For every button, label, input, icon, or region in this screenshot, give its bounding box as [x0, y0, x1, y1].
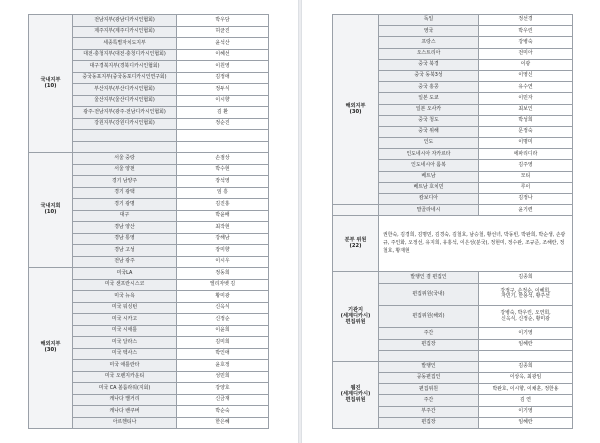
branch-cell: 중국동포지부(중국동포디카시인연구회) [73, 72, 177, 84]
branch-cell: 미국 샌프란시스코 [73, 279, 177, 291]
person-name-cell: 장석영 [177, 176, 269, 188]
person-name-cell: 성민희 [177, 371, 269, 383]
table-row [333, 15, 573, 26]
person-name-cell: 임 흥 [177, 187, 269, 199]
branch-cell: 제주지부(제주디카시인협회) [73, 26, 177, 38]
person-name-cell: 이기영 [479, 328, 573, 339]
person-name-cell [479, 350, 573, 361]
branch-cell: 미국 CA 볼룸라워(지회) [73, 383, 177, 395]
person-name-cell: 박수현 [177, 164, 269, 176]
person-name-cell: 박성희 [479, 115, 573, 126]
person-name-cell: 김 연 [479, 395, 573, 406]
branch-cell: 경기 광명 [73, 199, 177, 211]
table-row [333, 216, 573, 272]
table-row [29, 15, 269, 27]
person-name-cell: 김미희 [177, 337, 269, 349]
person-name-cell: 에파리디라 [479, 149, 573, 160]
person-name-cell [177, 130, 269, 142]
person-name-cell: 박완호, 이시향, 이채훈, 정한용 [479, 384, 573, 395]
branch-cell: 편집장 [379, 339, 479, 350]
left-page [0, 0, 298, 443]
branch-cell: 오스트리아 [379, 48, 479, 59]
branch-cell: 인도 [379, 138, 479, 149]
branch-cell: 미국 시카고 [73, 314, 177, 326]
branch-cell: 경기 남양주 [73, 176, 177, 188]
branch-cell: 세종특별자치도지부 [73, 38, 177, 50]
branch-cell: 강원지부(강원디카시인협회) [73, 118, 177, 130]
branch-cell: 서울 양천 [73, 164, 177, 176]
person-name-cell: 정두식 [177, 84, 269, 96]
person-name-cell: 모티 [479, 171, 573, 182]
person-name-cell: 박우린 [479, 26, 573, 37]
branch-cell: 편집위원(해외) [379, 305, 479, 327]
right-page [302, 0, 600, 443]
person-name-cell: 이민자 [479, 93, 573, 104]
person-name-cell: 김주영 [479, 160, 573, 171]
branch-cell: 울산지부(울산디카시인협회) [73, 95, 177, 107]
person-name-cell: 윤호정 [177, 360, 269, 372]
branch-cell: 인도네시아 롬복 [379, 160, 479, 171]
branch-cell: 말골라네시 [379, 205, 479, 216]
table-row [29, 153, 269, 165]
branch-cell: 미국 뉴욕 [73, 291, 177, 303]
person-name-cell: 강해남 [177, 233, 269, 245]
person-name-cell: 이윤희 [177, 325, 269, 337]
branch-cell: 중국 청도 [379, 115, 479, 126]
branch-cell: 경남 통영 [73, 233, 177, 245]
person-name-cell: 강병숙 [479, 37, 573, 48]
branch-cell: 중국 동북3성 [379, 70, 479, 81]
person-name-cell: 장미향 [177, 245, 269, 257]
person-name-cell: 박인애 [177, 348, 269, 360]
person-name-cell: 이시우 [177, 256, 269, 268]
branch-cell: 부산지부(부산디카시인협회) [73, 84, 177, 96]
branch-cell: 전남지부(광남디카시인협회) [73, 15, 177, 27]
person-name-cell: 전미아 [479, 48, 573, 59]
branch-cell [379, 350, 479, 361]
branch-cell: 미국 텍사스 [73, 348, 177, 360]
right-directory-table [332, 14, 573, 429]
branch-cell: 전남 광주 [73, 256, 177, 268]
person-name-cell: 이명미 [479, 138, 573, 149]
branch-cell: 편집위원 [379, 384, 479, 395]
branch-cell: 캐나다 밴쿠버 [73, 406, 177, 418]
person-name-cell: 최작현 [177, 222, 269, 234]
person-name-cell: 박순숙 [177, 406, 269, 418]
branch-cell: 경남 고성 [73, 245, 177, 257]
category-cell [333, 205, 379, 216]
branch-cell: 공동편집인 [379, 373, 479, 384]
branch-cell: 광주·전남지부(광주·전남디카시인협회) [73, 107, 177, 119]
branch-cell: 대전·충청지부(대전·충청디카시인협회) [73, 49, 177, 61]
person-name-cell: 이상옥, 최광임 [479, 373, 573, 384]
branch-cell: 일본 오사카 [379, 104, 479, 115]
person-name-cell: 김진홍 [177, 199, 269, 211]
person-name-cell: 엘리자벳 김 [177, 279, 269, 291]
branch-cell: 아르헨티나 [73, 417, 177, 429]
person-name-cell: 문정숙 [479, 126, 573, 137]
branch-cell: 경남 양산 [73, 222, 177, 234]
branch-cell: 베트남 호치민 [379, 182, 479, 193]
person-name-cell: 손점상 [177, 153, 269, 165]
category-cell: 해외지부 (30) [29, 268, 73, 429]
person-name-cell: 이시향 [177, 95, 269, 107]
person-name-cell: 신정순 [177, 314, 269, 326]
person-name-cell: 루이 [479, 182, 573, 193]
person-name-cell: 강정구, 손정순, 이혜희, 자민기, 한용석, 황주선 [479, 283, 573, 305]
branch-cell: 미국 워싱턴 [73, 302, 177, 314]
branch-cell: 미국 애틀란타 [73, 360, 177, 372]
table-row [333, 272, 573, 283]
branch-cell: 미국 시애틀 [73, 325, 177, 337]
person-name-cell: 임혜란 [479, 339, 573, 350]
person-name-cell: 김종희 [479, 361, 573, 372]
person-name-cell: 정동희 [177, 268, 269, 280]
table-row [333, 361, 573, 372]
branch-cell: 서울 중랑 [73, 153, 177, 165]
category-cell: 기관지 (세계디카시) 편집위원 [333, 272, 379, 362]
branch-cell: 영국 [379, 26, 479, 37]
branch-cell: 대구 [73, 210, 177, 222]
branch-cell: 캐나다 밸거리 [73, 394, 177, 406]
branch-cell: 미국 달라스 [73, 337, 177, 349]
branch-cell: 발행인 겸 편집인 [379, 272, 479, 283]
branch-cell: 중국 북경 [379, 59, 479, 70]
person-name-cell: 유수연 [479, 82, 573, 93]
branch-cell: 캄보디아 [379, 194, 479, 205]
person-name-cell: 이혜선 [177, 49, 269, 61]
branch-cell: 부주간 [379, 406, 479, 417]
member-list-cell: 권한숙, 김경희, 김명민, 김경숙, 김철호, 남승철, 황선녀, 박동빈, 박완희, 박순생, 손광규, 주인화, 오정선, 유지희, 유홍석, 이은성(분국), 정현미, 정수완, 조규준, 조해란, 정철호, 황재현 [379, 216, 573, 272]
category-cell: 국내지회 (10) [29, 153, 73, 268]
branch-cell: 베트남 [379, 171, 479, 182]
person-name-cell: 박윤배 [177, 210, 269, 222]
person-name-cell: 김종희 [479, 272, 573, 283]
left-directory-table [28, 14, 269, 429]
person-name-cell: 윤석산 [177, 38, 269, 50]
person-name-cell: 김정애 [177, 72, 269, 84]
branch-cell: 발행인 [379, 361, 479, 372]
person-name-cell: 신옥식 [177, 302, 269, 314]
person-name-cell: 김정나 [479, 194, 573, 205]
branch-cell: 편집장 [379, 417, 479, 428]
branch-cell: 주간 [379, 328, 479, 339]
category-cell: 해외지부 (30) [333, 15, 379, 205]
person-name-cell: 윤기련 [479, 205, 573, 216]
branch-cell: 중국 위해 [379, 126, 479, 137]
branch-cell: 프랑스 [379, 37, 479, 48]
person-name-cell: 이영신 [479, 70, 573, 81]
person-name-cell: 신금재 [177, 394, 269, 406]
person-name-cell: 최보인 [479, 104, 573, 115]
branch-cell [73, 130, 177, 142]
branch-cell: 경기 광택 [73, 187, 177, 199]
branch-cell: 독일 [379, 15, 479, 26]
branch-cell: 인도네시아 자카르타 [379, 149, 479, 160]
person-name-cell: 황미광 [177, 291, 269, 303]
person-name-cell: 정선경 [479, 15, 573, 26]
branch-cell: 일본 도쿄 [379, 93, 479, 104]
person-name-cell: 이광 [479, 59, 573, 70]
person-name-cell: 이원영 [177, 61, 269, 73]
person-name-cell: 한은혜 [177, 417, 269, 429]
branch-cell: 편집위원(국내) [379, 283, 479, 305]
branch-cell [73, 141, 177, 153]
branch-cell: 중국 홍콩 [379, 82, 479, 93]
person-name-cell: 박우담 [177, 15, 269, 27]
person-name-cell: 강병숙, 박우린, 오연희, 신옥식, 신정순, 황미광 [479, 305, 573, 327]
branch-cell: 대구경북지부(경북디카시인협회) [73, 61, 177, 73]
person-name-cell [177, 141, 269, 153]
person-name-cell: 정순진 [177, 118, 269, 130]
person-name-cell: 강양호 [177, 383, 269, 395]
table-row [29, 268, 269, 280]
person-name-cell: 허균진 [177, 26, 269, 38]
person-name-cell: 임혜란 [479, 417, 573, 428]
branch-cell: 미국 오렌지카운티 [73, 371, 177, 383]
table-row [333, 205, 573, 216]
branch-cell: 미국LA [73, 268, 177, 280]
category-cell: 분부 위원 (22) [333, 216, 379, 272]
person-name-cell: 김 환 [177, 107, 269, 119]
person-name-cell: 이기영 [479, 406, 573, 417]
category-cell: 웹진 (세계디카시) 편집위원 [333, 361, 379, 428]
branch-cell: 주간 [379, 395, 479, 406]
category-cell: 국내지부 (10) [29, 15, 73, 153]
